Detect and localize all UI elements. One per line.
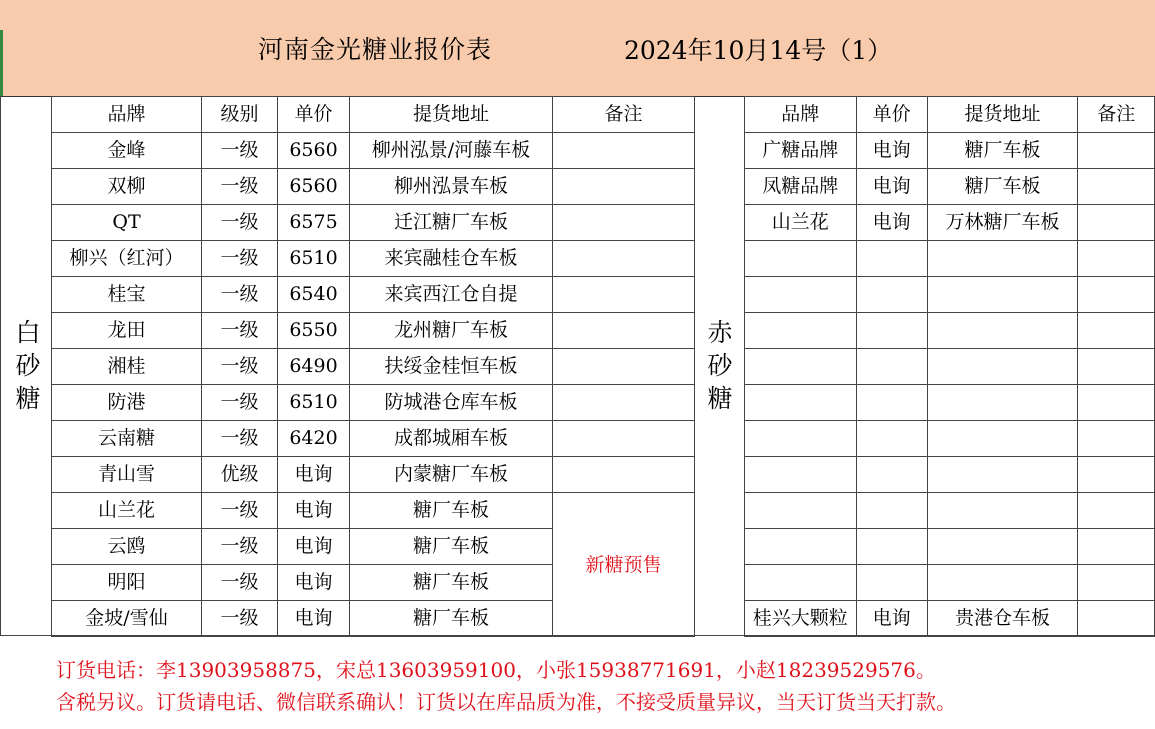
white-table-cell[interactable]: 金峰	[52, 133, 202, 169]
brown-table-cell[interactable]	[856, 493, 927, 529]
brown-table-cell[interactable]	[927, 241, 1078, 277]
white-table-cell[interactable]: 金坡/雪仙	[52, 601, 202, 637]
white-table-cell[interactable]: 6510	[278, 385, 350, 421]
white-table-cell[interactable]: 电询	[278, 565, 350, 601]
brown-table-row	[745, 601, 1155, 637]
left-edge-border	[0, 96, 1, 636]
brown-table-cell[interactable]: 桂兴大颗粒	[745, 601, 857, 637]
order-terms-line: 含税另议。订货请电话、微信联系确认！订货以在库品质为准，不接受质量异议，当天订货当天打款。	[56, 690, 956, 714]
brown-table-cell[interactable]	[745, 421, 857, 457]
white-table-row	[52, 421, 695, 457]
white-table-cell[interactable]: 6490	[278, 349, 350, 385]
brown-table-row	[745, 313, 1155, 349]
white-table-cell[interactable]: 一级	[202, 241, 278, 277]
white-table-cell[interactable]	[553, 385, 695, 421]
brown-sugar-label	[705, 316, 735, 415]
brown-table-cell[interactable]	[856, 457, 927, 493]
brown-table-cell[interactable]	[745, 349, 857, 385]
header-banner	[0, 0, 1155, 97]
white-table-cell[interactable]: 柳兴（红河）	[52, 241, 202, 277]
white-table-cell[interactable]: 6560	[278, 169, 350, 205]
white-column-header[interactable]: 备注	[553, 97, 695, 133]
brown-table-cell[interactable]	[1078, 421, 1155, 457]
brown-table-cell[interactable]	[856, 385, 927, 421]
white-table-row	[52, 349, 695, 385]
brown-column-header[interactable]: 单价	[856, 97, 927, 133]
white-table-cell[interactable]: 电询	[278, 601, 350, 637]
brown-table-row	[745, 565, 1155, 601]
brown-column-header[interactable]: 备注	[1078, 97, 1155, 133]
brown-table-row	[745, 421, 1155, 457]
white-table-row	[52, 493, 695, 529]
white-table-row	[52, 313, 695, 349]
white-table-cell[interactable]: 6560	[278, 133, 350, 169]
brown-sugar-char-3: 糖	[707, 384, 733, 413]
brown-table-cell[interactable]	[1078, 205, 1155, 241]
brown-table-cell[interactable]	[927, 349, 1078, 385]
white-table-row	[52, 241, 695, 277]
brown-table-cell[interactable]	[745, 565, 857, 601]
brown-table-cell[interactable]	[927, 421, 1078, 457]
brown-table-row	[745, 385, 1155, 421]
page-title: 河南金光糖业报价表	[258, 35, 493, 64]
white-table-cell[interactable]: 一级	[202, 529, 278, 565]
white-table-cell[interactable]	[553, 205, 695, 241]
brown-table-row	[745, 277, 1155, 313]
white-table-cell[interactable]	[553, 349, 695, 385]
brown-table-cell[interactable]	[1078, 133, 1155, 169]
brown-table-cell[interactable]: 电询	[856, 205, 927, 241]
white-table-cell[interactable]: 双柳	[52, 169, 202, 205]
brown-table-cell[interactable]	[1078, 385, 1155, 421]
white-table-cell[interactable]: 一级	[202, 385, 278, 421]
brown-table-cell[interactable]	[927, 529, 1078, 565]
white-table-cell[interactable]: 柳州泓景/河藤车板	[350, 133, 553, 169]
brown-table-cell[interactable]	[1078, 457, 1155, 493]
brown-table-cell[interactable]	[856, 565, 927, 601]
brown-table-cell[interactable]	[1078, 601, 1155, 637]
white-table-cell[interactable]: 桂宝	[52, 277, 202, 313]
white-table-cell[interactable]: 优级	[202, 457, 278, 493]
brown-table-cell[interactable]	[745, 277, 857, 313]
white-table-cell[interactable]: 湘桂	[52, 349, 202, 385]
brown-table-cell[interactable]	[745, 529, 857, 565]
brown-table-cell[interactable]	[745, 385, 857, 421]
white-table-row	[52, 277, 695, 313]
white-table-cell[interactable]: 一级	[202, 349, 278, 385]
white-table-cell[interactable]: 来宾西江仓自提	[350, 277, 553, 313]
white-table-cell[interactable]	[553, 421, 695, 457]
white-table-cell[interactable]: 迁江糖厂车板	[350, 205, 553, 241]
brown-table-row	[745, 169, 1155, 205]
white-table-cell[interactable]: 防港	[52, 385, 202, 421]
cell-selection-marker	[0, 30, 3, 96]
white-table-row	[52, 205, 695, 241]
white-table-cell[interactable]: 6510	[278, 241, 350, 277]
white-sugar-label	[13, 316, 43, 415]
brown-table-cell[interactable]: 贵港仓车板	[927, 601, 1078, 637]
white-table-cell[interactable]: 一级	[202, 601, 278, 637]
white-header-row	[52, 97, 695, 133]
white-table-cell[interactable]: 一级	[202, 205, 278, 241]
brown-sugar-char-1: 赤	[707, 318, 733, 347]
white-column-header[interactable]: 提货地址	[350, 97, 553, 133]
white-table-cell[interactable]: 山兰花	[52, 493, 202, 529]
white-table-cell[interactable]: 6540	[278, 277, 350, 313]
white-table-cell[interactable]: 6575	[278, 205, 350, 241]
white-column-header[interactable]: 单价	[278, 97, 350, 133]
white-column-header[interactable]: 级别	[202, 97, 278, 133]
white-table-cell[interactable]: 糖厂车板	[350, 601, 553, 637]
brown-table-row	[745, 493, 1155, 529]
white-table-cell[interactable]: 6550	[278, 313, 350, 349]
white-sugar-char-3: 糖	[15, 384, 41, 413]
white-sugar-table	[51, 96, 695, 637]
brown-table-cell[interactable]	[1078, 493, 1155, 529]
brown-table-row	[745, 241, 1155, 277]
brown-table-cell[interactable]: 万林糖厂车板	[927, 205, 1078, 241]
brown-table-cell[interactable]	[745, 493, 857, 529]
brown-table-cell[interactable]: 电询	[856, 169, 927, 205]
brown-table-cell[interactable]	[856, 277, 927, 313]
white-table-cell[interactable]: 一级	[202, 313, 278, 349]
brown-column-header[interactable]: 提货地址	[927, 97, 1078, 133]
white-table-cell[interactable]: QT	[52, 205, 202, 241]
brown-table-row	[745, 529, 1155, 565]
brown-table-cell[interactable]	[856, 421, 927, 457]
white-sugar-char-2: 砂	[15, 351, 41, 380]
brown-table-cell[interactable]: 电询	[856, 133, 927, 169]
brown-sugar-char-2: 砂	[707, 351, 733, 380]
white-table-cell[interactable]: 糖厂车板	[350, 529, 553, 565]
brown-sugar-table	[744, 96, 1155, 637]
white-table-cell[interactable]: 一级	[202, 421, 278, 457]
white-table-cell[interactable]: 防城港仓库车板	[350, 385, 553, 421]
brown-table-cell[interactable]	[1078, 277, 1155, 313]
brown-table-cell[interactable]	[1078, 313, 1155, 349]
white-table-cell[interactable]: 电询	[278, 529, 350, 565]
brown-table-cell[interactable]	[927, 385, 1078, 421]
white-table-cell[interactable]: 龙州糖厂车板	[350, 313, 553, 349]
brown-table-cell[interactable]	[1078, 565, 1155, 601]
brown-table-cell[interactable]: 糖厂车板	[927, 133, 1078, 169]
white-table-cell[interactable]: 来宾融桂仓车板	[350, 241, 553, 277]
brown-table-cell[interactable]	[745, 313, 857, 349]
brown-table-cell[interactable]: 电询	[856, 601, 927, 637]
brown-table-row	[745, 133, 1155, 169]
white-table-cell[interactable]: 扶绥金桂恒车板	[350, 349, 553, 385]
brown-table-cell[interactable]	[927, 277, 1078, 313]
brown-table-cell[interactable]	[1078, 241, 1155, 277]
white-table-cell[interactable]	[553, 169, 695, 205]
white-sugar-char-1: 白	[15, 318, 41, 347]
brown-table-cell[interactable]	[927, 313, 1078, 349]
order-phone-line: 订货电话：李13903958875，宋总13603959100，小张15938771691，小赵18239529576。	[56, 658, 936, 682]
white-table-cell[interactable]: 一级	[202, 277, 278, 313]
white-table-row	[52, 457, 695, 493]
white-table-cell[interactable]: 一级	[202, 169, 278, 205]
brown-table-cell[interactable]	[927, 457, 1078, 493]
brown-table-cell[interactable]	[745, 241, 857, 277]
brown-table-row	[745, 205, 1155, 241]
white-table-cell[interactable]: 云鸥	[52, 529, 202, 565]
brown-table-row	[745, 457, 1155, 493]
brown-header-row	[745, 97, 1155, 133]
white-table-row	[52, 385, 695, 421]
white-table-cell[interactable]: 一级	[202, 565, 278, 601]
brown-column-header[interactable]: 品牌	[745, 97, 857, 133]
white-table-cell[interactable]: 糖厂车板	[350, 493, 553, 529]
brown-table-cell[interactable]	[927, 565, 1078, 601]
quote-date: 2024年10月14号（1）	[624, 36, 893, 65]
table-bottom-border	[0, 635, 1155, 636]
white-table-cell[interactable]: 电询	[278, 457, 350, 493]
white-table-cell[interactable]: 6420	[278, 421, 350, 457]
white-table-cell[interactable]	[553, 277, 695, 313]
brown-table-cell[interactable]: 山兰花	[745, 205, 857, 241]
white-table-cell[interactable]: 成都城厢车板	[350, 421, 553, 457]
white-table-cell[interactable]: 柳州泓景车板	[350, 169, 553, 205]
white-table-cell[interactable]: 一级	[202, 133, 278, 169]
white-table-cell[interactable]: 明阳	[52, 565, 202, 601]
white-table-cell[interactable]	[553, 457, 695, 493]
white-table-cell[interactable]: 青山雪	[52, 457, 202, 493]
brown-table-cell[interactable]	[745, 457, 857, 493]
brown-table-cell[interactable]	[856, 241, 927, 277]
brown-table-cell[interactable]: 广糖品牌	[745, 133, 857, 169]
brown-table-cell[interactable]	[856, 529, 927, 565]
white-table-cell[interactable]	[553, 133, 695, 169]
brown-table-cell[interactable]: 糖厂车板	[927, 169, 1078, 205]
white-table-cell[interactable]	[553, 313, 695, 349]
white-table-cell[interactable]: 糖厂车板	[350, 565, 553, 601]
white-table-cell[interactable]: 内蒙糖厂车板	[350, 457, 553, 493]
brown-table-cell[interactable]	[856, 349, 927, 385]
white-table-cell[interactable]: 龙田	[52, 313, 202, 349]
brown-table-cell[interactable]	[856, 313, 927, 349]
white-table-cell[interactable]: 一级	[202, 493, 278, 529]
brown-table-cell[interactable]	[1078, 349, 1155, 385]
brown-table-cell[interactable]	[1078, 529, 1155, 565]
new-sugar-presale-note[interactable]: 新糖预售	[553, 493, 695, 637]
white-table-cell[interactable]: 云南糖	[52, 421, 202, 457]
brown-table-cell[interactable]: 凤糖品牌	[745, 169, 857, 205]
brown-table-cell[interactable]	[1078, 169, 1155, 205]
white-table-row	[52, 169, 695, 205]
white-column-header[interactable]: 品牌	[52, 97, 202, 133]
white-table-cell[interactable]	[553, 241, 695, 277]
white-table-cell[interactable]: 电询	[278, 493, 350, 529]
brown-table-cell[interactable]	[927, 493, 1078, 529]
brown-table-row	[745, 349, 1155, 385]
white-table-row	[52, 133, 695, 169]
